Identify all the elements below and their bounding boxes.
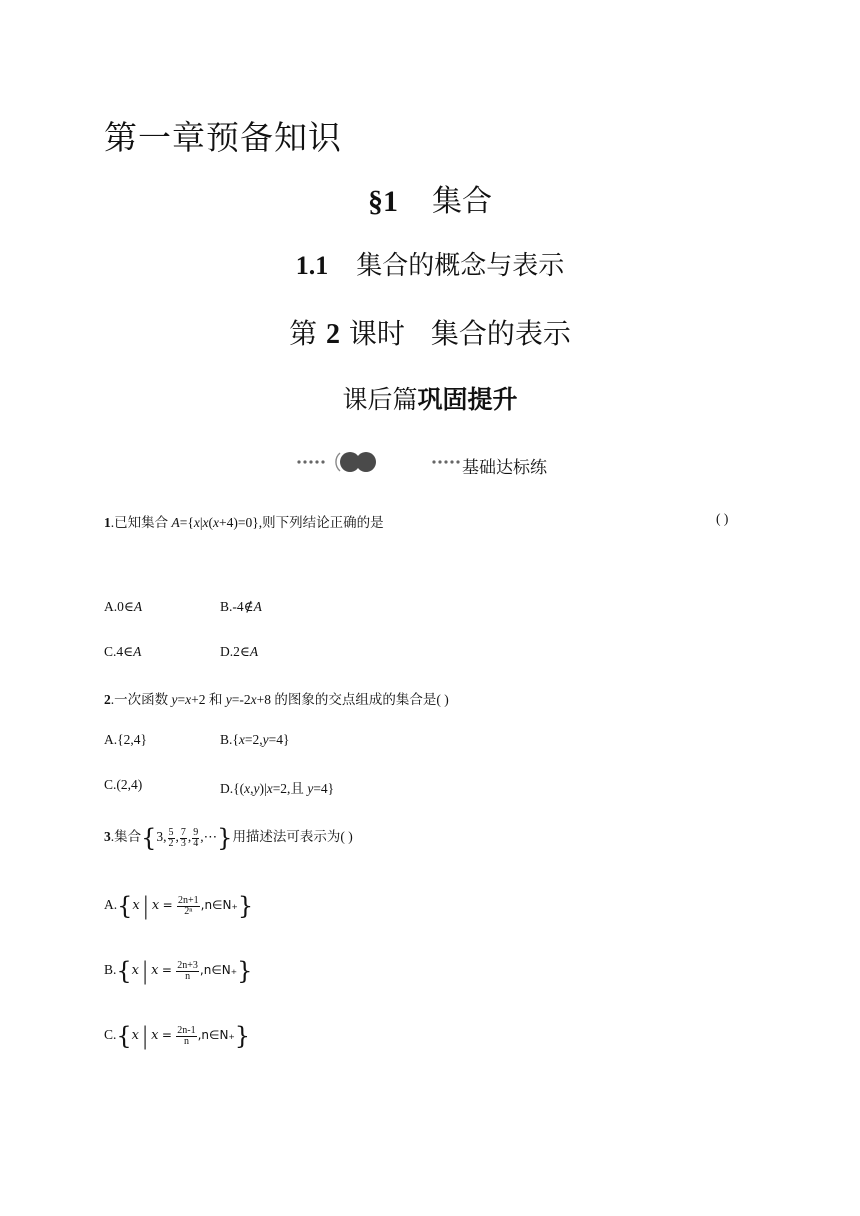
lesson-title: 集合的表示 xyxy=(430,317,571,350)
question-number: 2 xyxy=(104,692,111,707)
q3-text: .集合 xyxy=(110,829,142,845)
option-label: B. xyxy=(104,962,117,978)
fraction xyxy=(176,1026,196,1047)
q1-text: .已知集合 xyxy=(110,515,172,530)
option-c: C.(2,4) xyxy=(104,777,143,792)
equals: = xyxy=(162,898,173,913)
option-a: A.{2,4} xyxy=(104,732,147,747)
option-text: B.-4∉ xyxy=(220,599,254,614)
lesson-heading xyxy=(0,312,860,352)
question-1 xyxy=(104,511,384,531)
option-var: y xyxy=(307,781,314,796)
fraction xyxy=(176,961,199,982)
set-bar: | xyxy=(141,1022,150,1050)
option-var: A xyxy=(253,599,262,614)
comma: , xyxy=(175,829,179,845)
option-var: x xyxy=(151,1028,159,1044)
q2-text: =-2 xyxy=(231,692,251,707)
option-var: A xyxy=(249,644,259,659)
practice-heading-bold: 巩固提升 xyxy=(417,385,518,414)
option-a xyxy=(104,599,142,615)
option-var: y xyxy=(253,781,260,796)
chapter-title: 第一章预备知识 xyxy=(104,118,342,157)
option-tail: ,n∈N₊ xyxy=(200,898,238,913)
equals: = xyxy=(161,1028,172,1043)
question-3 xyxy=(104,824,353,852)
option-text: A.0∈ xyxy=(104,599,134,614)
q1-var: x xyxy=(193,515,200,530)
option-text: =2,且 xyxy=(272,781,308,796)
option-var: y xyxy=(262,732,269,747)
lesson-prefix: 第 xyxy=(289,317,318,350)
option-label: C. xyxy=(104,1027,117,1043)
set-brace-close: } xyxy=(217,824,233,852)
q1-text: ( xyxy=(208,515,214,530)
option-c xyxy=(104,1022,250,1050)
denominator: 3 xyxy=(180,837,186,849)
banner-decoration-icon xyxy=(296,447,466,477)
q1-var: x xyxy=(213,515,220,530)
option-var: A xyxy=(133,644,142,659)
subsection-title: 集合的概念与表示 xyxy=(356,251,565,281)
q3-text: 用描述法可表示为( ) xyxy=(232,829,353,845)
set-bar: | xyxy=(141,957,150,985)
practice-heading xyxy=(0,380,860,416)
q1-var: A xyxy=(171,515,180,530)
q1-text: ={ xyxy=(179,515,194,530)
set-brace-open: { xyxy=(116,957,132,985)
fraction xyxy=(168,828,175,849)
lesson-suffix: 课时 xyxy=(348,317,405,350)
set-brace-open: { xyxy=(117,892,133,920)
option-d xyxy=(220,644,258,660)
q2-text: .一次函数 xyxy=(110,692,172,707)
option-b xyxy=(104,957,252,985)
denominator: 2ⁿ xyxy=(184,905,193,917)
set-brace-close: } xyxy=(237,957,253,985)
set-bar: | xyxy=(141,892,150,920)
lesson-number: 2 xyxy=(325,319,340,350)
option-text: D.2∈ xyxy=(220,644,250,659)
q2-text: = xyxy=(177,692,186,707)
option-var: x xyxy=(238,732,245,747)
section-title: 集合 xyxy=(432,184,492,219)
q2-text: +2 和 xyxy=(191,692,226,707)
question-2 xyxy=(104,688,449,708)
option-var: A xyxy=(133,599,143,614)
q2-var: x xyxy=(185,692,192,707)
numerator: 2n-1 xyxy=(177,1024,196,1036)
option-text: =2, xyxy=(244,732,263,747)
set-brace-close: } xyxy=(234,1022,251,1050)
fraction xyxy=(192,828,199,849)
option-text: B.{ xyxy=(220,732,239,747)
set-brace-open: { xyxy=(141,824,157,852)
numerator: 2n+3 xyxy=(177,959,198,971)
denominator: n xyxy=(183,1035,189,1047)
subsection-heading xyxy=(0,245,860,282)
denominator: 2 xyxy=(168,837,174,849)
set-element: 3, xyxy=(156,829,167,845)
option-b xyxy=(220,732,289,748)
option-a xyxy=(104,892,253,920)
subsection-number: 1.1 xyxy=(295,251,329,280)
practice-heading-normal: 课后篇 xyxy=(342,385,418,414)
q2-var: y xyxy=(171,692,178,707)
option-text: C.4∈ xyxy=(104,644,134,659)
option-var: x xyxy=(151,963,159,979)
option-label: A. xyxy=(104,897,118,913)
option-text: )| xyxy=(259,781,267,796)
numerator: 2n+1 xyxy=(178,894,199,906)
fraction xyxy=(177,896,200,917)
option-var: x xyxy=(131,1028,140,1044)
answer-blank: ( ) xyxy=(716,511,729,526)
banner-label: 基础达标练 xyxy=(462,458,547,478)
option-var: x xyxy=(244,781,251,796)
option-text: =4} xyxy=(313,781,335,796)
option-text: , xyxy=(250,781,254,796)
equals: = xyxy=(161,963,172,978)
option-b xyxy=(220,599,262,615)
q1-text: +4)=0},则下列结论正确的是 xyxy=(219,515,384,530)
section-number: §1 xyxy=(368,185,398,218)
q2-var: x xyxy=(250,692,257,707)
q2-text: +8 的图象的交点组成的集合是( ) xyxy=(256,692,449,707)
question-number: 1 xyxy=(104,515,111,530)
option-tail: ,n∈N₊ xyxy=(197,1028,235,1043)
q2-var: y xyxy=(225,692,232,707)
section-heading xyxy=(0,176,860,220)
option-d xyxy=(220,777,334,797)
option-c xyxy=(104,644,141,660)
option-text: =4} xyxy=(268,732,290,747)
option-tail: ,n∈N₊ xyxy=(199,963,238,978)
option-var: x xyxy=(132,898,140,914)
question-number: 3 xyxy=(104,829,111,845)
numerator: 7 xyxy=(180,826,186,838)
set-brace-open: { xyxy=(116,1022,132,1050)
denominator: n xyxy=(185,970,191,982)
set-brace-close: } xyxy=(237,892,254,920)
comma: , xyxy=(187,829,192,845)
option-var: x xyxy=(151,898,160,914)
fraction xyxy=(180,828,187,849)
q1-var: x xyxy=(202,515,209,530)
numerator: 9 xyxy=(193,826,199,838)
q1-text: | xyxy=(199,515,203,530)
option-text: D.{( xyxy=(220,781,245,796)
denominator: 4 xyxy=(193,837,199,849)
numerator: 5 xyxy=(168,826,174,838)
option-var: x xyxy=(131,963,140,979)
ellipsis: ,⋯ xyxy=(200,829,218,845)
option-var: x xyxy=(266,781,273,796)
